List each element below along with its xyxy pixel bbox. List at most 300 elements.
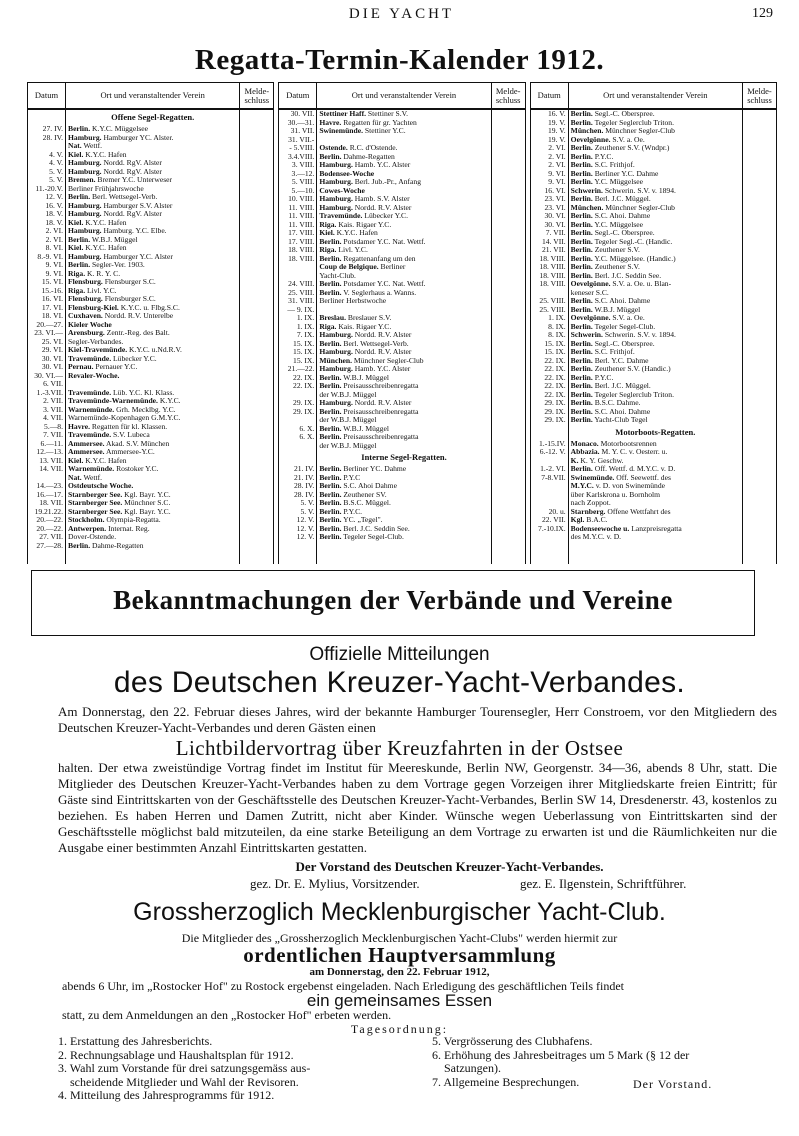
- calendar-row: [531, 357, 776, 366]
- row-event: Hamburg. Hamb. Y.C. Alster: [319, 161, 411, 169]
- calendar-row: [279, 323, 524, 332]
- calendar-row: [531, 482, 776, 491]
- row-date: 28. IV.: [294, 489, 315, 499]
- calendar-column-3: [530, 82, 777, 564]
- row-date: 4. V.: [49, 158, 63, 167]
- row-event: Riga. Kais. Rigaer Y.C.: [319, 220, 392, 229]
- row-event: Hamburg. Hamburg. Y.C. Elbe.: [68, 227, 167, 235]
- row-event: Berliner Frühjahrswoche: [68, 184, 144, 193]
- calendar-row: [279, 238, 524, 247]
- calendar-row: [28, 525, 273, 534]
- row-melde: [492, 272, 525, 281]
- row-event: Berlin. Preisausschreibenregatta: [319, 407, 419, 416]
- row-melde: [743, 323, 776, 332]
- row-melde: [240, 219, 273, 228]
- row-event: Swinemünde. Off. Seewettf. des: [570, 473, 671, 482]
- agenda-title: Tagesordnung:: [350, 1022, 449, 1036]
- row-melde: [743, 482, 776, 491]
- row-date: 18. VI.: [41, 311, 63, 320]
- row-event: Yacht-Club.: [319, 271, 356, 280]
- agenda-item: Satzungen).: [432, 1061, 501, 1075]
- calendar-row: [28, 440, 273, 449]
- row-date: 30. VI.: [544, 219, 566, 229]
- row-melde: [240, 363, 273, 372]
- calendar-row: [531, 255, 776, 264]
- row-melde: [240, 304, 273, 313]
- row-date: [279, 442, 316, 451]
- row-melde: [492, 382, 525, 391]
- row-event: Ammersee. Ammersee-Y.C.: [68, 448, 155, 456]
- row-date: 30. VII.: [290, 109, 315, 118]
- calendar-row: [531, 110, 776, 119]
- header-datum: Datum: [279, 83, 317, 108]
- row-melde: [743, 382, 776, 391]
- row-event: Swinemünde. Stettiner Y.C.: [319, 127, 406, 135]
- row-melde: [240, 159, 273, 168]
- calendar-row: [531, 448, 776, 457]
- row-date: 18. VIII.: [539, 253, 566, 263]
- row-melde: [743, 365, 776, 374]
- column-header: [531, 83, 776, 110]
- calendar-row: [531, 306, 776, 315]
- row-date: 5. VIII.: [291, 177, 315, 186]
- row-melde: [743, 187, 776, 196]
- calendar-row: [28, 210, 273, 219]
- row-date: 3. VII.: [43, 404, 63, 414]
- calendar-row: [531, 187, 776, 196]
- row-event: Hamburg. Hamb. Y.C. Alster: [319, 365, 411, 373]
- row-event: Stockholm. Olympia-Regatta.: [68, 516, 161, 524]
- row-melde: [492, 508, 525, 517]
- row-event: Starnberger See. Münchner S.C.: [68, 499, 171, 507]
- row-date: 18. VIII.: [288, 253, 315, 263]
- row-melde: [240, 380, 273, 389]
- row-event: Arensburg. Zentr.-Reg. des Balt.: [68, 329, 170, 337]
- calendar-row: [28, 448, 273, 457]
- row-event: Hamburg. Hamburger YC. Alster.: [68, 133, 174, 142]
- row-date: 30.—31.: [287, 117, 315, 127]
- row-event: Berlin. Zeuthener SV.: [319, 490, 387, 499]
- row-date: 22. IX.: [293, 381, 315, 390]
- row-event: Berlin. P.Y.C.: [570, 152, 614, 161]
- row-event: Kieler Woche: [68, 320, 112, 329]
- calendar-row: [531, 365, 776, 374]
- agenda-left: [58, 1035, 418, 1103]
- row-event: Berlin. Berl. J.C. Müggel.: [570, 382, 651, 390]
- row-melde: [240, 261, 273, 270]
- row-event: Kiel. K.Y.C. Hafen: [68, 456, 127, 465]
- row-event: Berlin. Tegeler Seglerclub Triton.: [570, 118, 674, 127]
- row-event: Abbazia. M. Y. C. v. Oesterr. u.: [570, 448, 668, 456]
- row-event: Segler-Verbandes.: [68, 337, 124, 346]
- notice1-signature-secretary: gez. E. Ilgenstein, Schriftführer.: [520, 876, 687, 891]
- row-melde: [492, 255, 525, 264]
- row-event: der W.B.J. Müggel: [319, 390, 377, 399]
- calendar-row: [531, 499, 776, 508]
- calendar-row: [28, 151, 273, 160]
- calendar-row: [28, 423, 273, 432]
- agenda-item: 5. Vergrösserung des Clubhafens.: [432, 1034, 593, 1048]
- row-date: 17. VIII.: [288, 236, 315, 246]
- row-melde: [743, 161, 776, 170]
- row-event: Kiel. K.Y.C. Hafen: [68, 150, 127, 159]
- row-event: Cuxhaven. Nordd. R.V. Unterelbe: [68, 312, 174, 320]
- row-melde: [743, 178, 776, 187]
- calendar-row: [279, 442, 524, 451]
- row-date: 20. u.: [548, 506, 566, 516]
- row-date: 15. IX.: [293, 338, 315, 348]
- calendar-row: [28, 508, 273, 517]
- calendar-row: [531, 340, 776, 349]
- row-melde: [240, 151, 273, 160]
- row-event: Breslau. Breslauer S.V.: [319, 314, 392, 322]
- row-melde: [492, 289, 525, 298]
- row-date: 29. IX.: [293, 398, 315, 407]
- row-event: Cowes-Woche: [319, 186, 365, 195]
- row-melde: [492, 195, 525, 204]
- row-event: Berlin. Y.C. Müggelsee: [570, 178, 644, 186]
- calendar-row: [531, 229, 776, 238]
- row-melde: [492, 306, 525, 315]
- calendar-row: [279, 221, 524, 230]
- row-date: 20.—22.: [36, 523, 63, 533]
- row-event: Oevelgönne. S.V. a. Oe.: [570, 135, 645, 144]
- row-melde: [492, 212, 525, 221]
- row-date: 2. VI.: [548, 160, 566, 169]
- row-melde: [743, 533, 776, 542]
- row-event: Revaler-Woche.: [68, 371, 120, 380]
- row-melde: [240, 533, 273, 542]
- row-melde: [240, 491, 273, 500]
- row-date: 18. VII.: [39, 498, 63, 507]
- row-date: 25. VIII.: [539, 296, 566, 305]
- calendar-row: [28, 176, 273, 185]
- calendar-row: [28, 474, 273, 483]
- row-event: Berlin. Potsdamer Y.C. Nat. Wettf.: [319, 237, 426, 246]
- row-melde: [492, 246, 525, 255]
- row-date: 10. VIII.: [288, 194, 315, 203]
- calendar-row: [531, 533, 776, 542]
- calendar-row: [28, 227, 273, 236]
- row-date: 30. VI.: [41, 362, 63, 371]
- calendar-row: [531, 263, 776, 272]
- row-melde: [240, 193, 273, 202]
- agenda-item: 2. Rechnungsablage und Haushaltsplan für 1912.: [58, 1047, 294, 1062]
- row-date: 1.-15.IV.: [539, 438, 566, 448]
- row-date: 9. VI.: [45, 268, 63, 278]
- row-event: Riga. Kais. Rigaer Y.C.: [319, 322, 392, 331]
- row-date: 15.-16.: [41, 285, 63, 295]
- row-event: der W.B.J. Müggel: [319, 441, 377, 450]
- row-date: 6. X.: [299, 432, 315, 441]
- row-date: 18. VIII.: [288, 245, 315, 254]
- calendar-row: [531, 408, 776, 417]
- row-melde: [743, 280, 776, 289]
- row-melde: [743, 348, 776, 357]
- row-melde: [492, 348, 525, 357]
- calendar-row: [279, 416, 524, 425]
- row-date: 22. IX.: [544, 355, 566, 365]
- notice1-signature-chair: gez. Dr. E. Mylius, Vorsitzender.: [250, 876, 420, 891]
- row-melde: [492, 357, 525, 366]
- calendar-row: [531, 525, 776, 534]
- row-melde: [240, 397, 273, 406]
- row-melde: [492, 280, 525, 289]
- header-ort: Ort und veranstaltender Verein: [317, 83, 491, 108]
- calendar-row: [28, 304, 273, 313]
- calendar-row: [531, 238, 776, 247]
- row-date: 3.—12.: [291, 168, 315, 178]
- row-melde: [743, 374, 776, 383]
- row-date: 22. IX.: [544, 381, 566, 390]
- row-date: 12.—13.: [36, 447, 63, 456]
- row-event: Stettiner Haff. Stettiner S.V.: [319, 110, 409, 118]
- row-melde: [240, 372, 273, 381]
- page-header: [30, 6, 773, 28]
- row-date: 18. V.: [45, 209, 63, 218]
- calendar-row: [28, 491, 273, 500]
- row-event: Kiel-Travemünde. K.Y.C. u.Nd.R.V.: [68, 346, 182, 354]
- row-date: 17. VI.: [41, 302, 63, 312]
- row-melde: [492, 533, 525, 542]
- calendar-row: [28, 278, 273, 287]
- row-melde: [240, 210, 273, 219]
- row-date: 17. VIII.: [288, 228, 315, 237]
- row-event: Berlin. S.C. Frithjof.: [570, 348, 635, 356]
- row-date: 1. IX.: [548, 313, 566, 322]
- row-date: 6.—11.: [40, 438, 63, 448]
- row-event: Berlin. P.Y.C.: [319, 507, 363, 516]
- row-event: Berlin. S.C. Frithjof.: [570, 161, 635, 169]
- calendar-row: [28, 244, 273, 253]
- row-date: 12. V.: [296, 523, 315, 533]
- row-melde: [240, 457, 273, 466]
- row-date: 21.—22.: [287, 364, 315, 373]
- row-event: Berlin. Berliner YC. Dahme: [319, 465, 407, 473]
- calendar-row: [28, 431, 273, 440]
- calendar-row: [279, 178, 524, 187]
- header-ort: Ort und veranstaltender Verein: [66, 83, 240, 108]
- row-melde: [492, 178, 525, 187]
- row-melde: [743, 204, 776, 213]
- row-event: Berlin. B.S.C. Müggel.: [319, 499, 391, 507]
- row-date: 16. VI.: [41, 294, 63, 303]
- row-event: Kgl. B.A.C.: [570, 516, 608, 524]
- row-event: Bremen. Bremer Y.C. Unterweser: [68, 176, 173, 184]
- calendar-row: [279, 525, 524, 534]
- calendar-row: [531, 508, 776, 517]
- header-melde: Melde- schluss: [495, 85, 521, 105]
- calendar-row: [279, 127, 524, 136]
- row-melde: [240, 287, 273, 296]
- row-melde: [240, 125, 273, 134]
- agenda-item: 4. Mitteilung des Jahresprogramms für 1912.: [58, 1088, 275, 1102]
- row-date: 3.4.VIII.: [287, 151, 315, 161]
- row-date: 19. V.: [548, 117, 566, 127]
- row-event: Berlin. Zeuthener S.V. (Wndpr.): [570, 144, 670, 152]
- row-date: 27. IV.: [42, 124, 63, 133]
- calendar-column-2: [278, 82, 525, 564]
- row-date: 29. IX.: [544, 398, 566, 407]
- row-date: — 9. IX.: [287, 304, 315, 314]
- row-melde: [743, 229, 776, 238]
- calendar-row: [279, 195, 524, 204]
- calendar-row: [28, 338, 273, 347]
- row-melde: [240, 202, 273, 211]
- row-event: Berlin. Regattenanfang um den: [319, 254, 416, 263]
- row-event: Berlin. Segler-Ver. 1903.: [68, 261, 145, 269]
- row-event: Starnberger See. Kgl. Bayr. Y.C.: [68, 490, 171, 499]
- notice1-title: des Deutschen Kreuzer-Yacht-Verbandes.: [113, 666, 686, 699]
- row-melde: [240, 253, 273, 262]
- calendar-row: [279, 187, 524, 196]
- row-melde: [240, 295, 273, 304]
- calendar-row: [279, 408, 524, 417]
- row-event: Starnberg. Offene Wettfahrt des: [570, 507, 671, 516]
- row-melde: [492, 399, 525, 408]
- row-event: Riga. K. R. Y. C.: [68, 269, 121, 278]
- calendar-row: [28, 372, 273, 381]
- row-event: Travemünde. Lübecker Y.C.: [319, 212, 408, 220]
- row-date: 18. VIII.: [539, 262, 566, 271]
- row-event: Berlin. Preisausschreibenregatta: [319, 433, 419, 441]
- section-heading: Offene Segel-Regatten.: [111, 112, 195, 122]
- row-event: Warnemünde. Rostoker Y.C.: [68, 465, 159, 473]
- calendar-row: [28, 380, 273, 389]
- row-event: Bodensee-Woche: [319, 169, 375, 178]
- row-melde: [743, 474, 776, 483]
- notice1-lecture: Lichtbildervortrag über Kreuzfahrten in der Ostsee: [175, 736, 624, 760]
- calendar-row: [531, 382, 776, 391]
- calendar-row: [531, 170, 776, 179]
- row-event: Monaco. Motorbootsrennen: [570, 439, 657, 448]
- main-title: Regatta-Termin-Kalender 1912.: [194, 44, 605, 76]
- row-event: Berlin. S.C. Ahoi. Dahme: [570, 297, 651, 305]
- row-event: Riga. Livl. Y.C.: [319, 246, 368, 254]
- row-event: Dover-Ostende.: [68, 533, 117, 541]
- row-date: 21. VII.: [541, 245, 566, 254]
- row-date: 6. X.: [299, 423, 315, 433]
- row-date: 9. VI.: [45, 260, 63, 269]
- notice1-body: halten. Der etwa zweistündige Vortrag findet im Institut für Meereskunde, Berlin NW, Georgenstr. 34—36, abends 8 Uhr, statt. Die Mitglieder des Deutschen Kreuzer-Yacht-Verbandes haben zu dem Vortrage gegen Vorzeigen ihrer Mitgliedskarte freien Eintritt; für Gäste sind Eintrittskarten von der Geschäftsstelle des Deutschen Kreuzer-Yacht-Verbandes, Berlin SW 14, Dresdenerstr. 43, kostenlos zu beziehen. Es haben Herren und Damen Zutritt, nicht aber Kinder. Wünsche wegen Ueberlassung von Eintrittskarten sind der Geschäftsstelle möglichst bald mitzuteilen, da eine starke Beteiligung an dem Vortrage zu erwarten ist und die Räumlichkeiten nur die Ausgabe einer bestimmten Anzahl Eintrittskarten gestatten.: [58, 760, 777, 855]
- calendar-row: [531, 374, 776, 383]
- calendar-row: [531, 516, 776, 525]
- row-melde: [492, 170, 525, 179]
- row-date: 16.—17.: [36, 489, 63, 499]
- row-melde: [743, 110, 776, 119]
- row-melde: [743, 263, 776, 272]
- row-event: Berlin. Y.C. Müggelsee. (Handic.): [570, 254, 676, 263]
- calendar-row: [279, 391, 524, 400]
- row-date: 23. VI.—: [34, 328, 63, 337]
- row-event: Warnemünde. Grh. Mecklbg. Y.C.: [68, 405, 176, 414]
- row-melde: [492, 442, 525, 451]
- row-event: Havre. Regatten für gr. Yachten: [319, 118, 417, 127]
- row-event: Hamburg. Nordd. R.V. Alster: [319, 348, 412, 356]
- row-melde: [743, 340, 776, 349]
- row-melde: [492, 314, 525, 323]
- calendar-row: [279, 289, 524, 298]
- row-date: 21. IV.: [294, 472, 315, 482]
- row-date: 7-8.VII.: [541, 472, 566, 482]
- calendar-row: [531, 119, 776, 128]
- row-event: Berlin. Berl. J.C. Seddin See.: [570, 271, 662, 280]
- calendar-row: [531, 440, 776, 449]
- calendar-row: [28, 125, 273, 134]
- row-event: nach Zoppot.: [570, 499, 611, 507]
- calendar-row: [28, 355, 273, 364]
- notice2-heading: ordentlichen Hauptversammlung: [243, 943, 556, 967]
- row-melde: [492, 221, 525, 230]
- calendar-row: [279, 110, 524, 119]
- row-melde: [240, 346, 273, 355]
- row-melde: [743, 136, 776, 145]
- section-heading: Interne Segel-Regatten.: [361, 452, 447, 462]
- calendar-row: [279, 212, 524, 221]
- row-date: 31. VIII.: [288, 296, 315, 305]
- row-event: Berlin. V. Seglerhaus a. Wanns.: [319, 288, 417, 297]
- row-date: 30. VI.: [544, 211, 566, 220]
- row-date: 12. V.: [45, 192, 63, 201]
- row-melde: [492, 127, 525, 136]
- row-event: Coup de Belgique. Berliner: [319, 263, 406, 271]
- row-event: Ostdeutsche Woche.: [68, 482, 134, 490]
- row-date: 11. VIII.: [288, 219, 315, 229]
- agenda-item: 3. Wahl zum Vorstande für drei satzungsgemäss aus-: [58, 1061, 311, 1075]
- row-date: 29. VI.: [41, 345, 63, 354]
- row-event: K. K. Y. Geschw.: [570, 456, 624, 465]
- calendar-row: [28, 168, 273, 177]
- row-event: [316, 136, 491, 145]
- row-event: Oevelgönne. S.V. a. Oe.: [570, 314, 645, 322]
- calendar-row: [531, 297, 776, 306]
- row-event: Berlin. S.C. Ahoi. Dahme: [570, 407, 651, 416]
- row-melde: [240, 168, 273, 177]
- row-date: 16. V.: [548, 109, 566, 118]
- calendar-row: [28, 193, 273, 202]
- row-date: 15. VI.: [41, 277, 63, 286]
- row-event: Berlin. Preisausschreibenregatta: [319, 382, 419, 390]
- row-melde: [492, 365, 525, 374]
- regatta-calendar-table: [27, 82, 777, 564]
- calendar-row: [279, 229, 524, 238]
- row-date: 6.-12. V.: [539, 447, 566, 456]
- row-event: Schwerin. Schwerin. S.V. v. 1894.: [570, 186, 676, 195]
- row-melde: [492, 491, 525, 500]
- row-melde: [492, 144, 525, 153]
- calendar-row: [279, 153, 524, 162]
- row-date: 5. V.: [300, 498, 315, 507]
- row-melde: [492, 297, 525, 306]
- row-event: Berlin. Berl. Wettsegel-Verb.: [68, 193, 158, 201]
- row-melde: [743, 127, 776, 136]
- row-melde: [743, 306, 776, 315]
- row-melde: [240, 499, 273, 508]
- calendar-row: [279, 365, 524, 374]
- row-event: Berlin. Tegeler Segl.-C. (Handic.: [570, 237, 673, 246]
- row-melde: [240, 465, 273, 474]
- row-melde: [743, 440, 776, 449]
- calendar-row: [279, 263, 524, 272]
- calendar-row: [279, 482, 524, 491]
- row-event: Kiel. K.Y.C. Hafen: [319, 229, 378, 237]
- notice1-pretitle: Offizielle Mitteilungen: [309, 644, 490, 665]
- row-melde: [743, 525, 776, 534]
- row-event: Hamburg. Nordd. R.V. Alster: [319, 399, 412, 407]
- row-event: Berlin. W.B.J. Müggel: [68, 235, 138, 244]
- header-datum: Datum: [28, 83, 66, 108]
- row-date: 9. VI.: [548, 177, 566, 186]
